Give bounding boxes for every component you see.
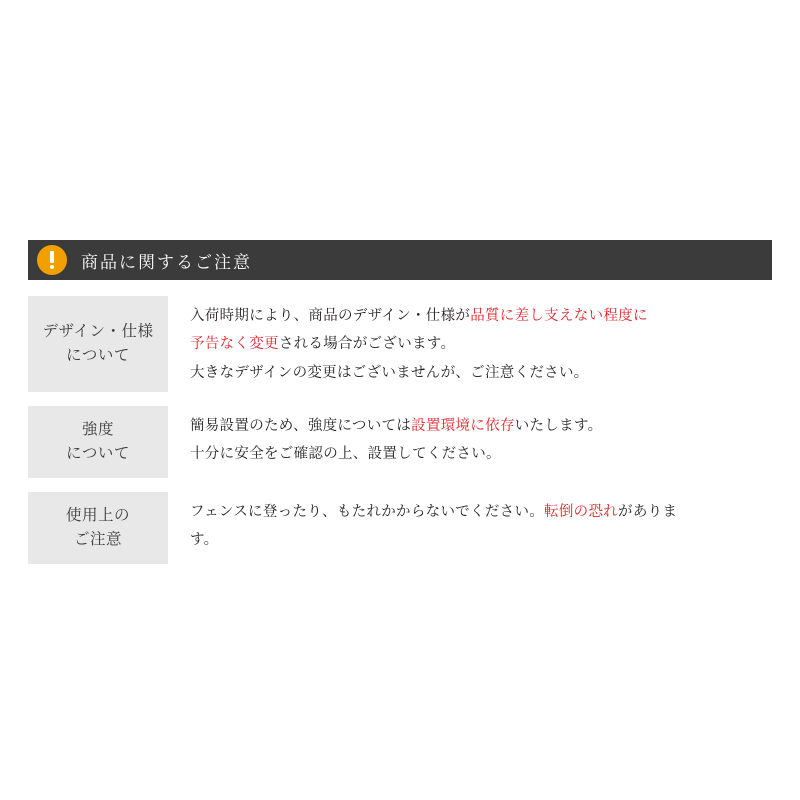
notice-row-body [168,406,772,469]
notice-row-label-line1: デザイン・仕様 [42,322,154,340]
body-text: される場合がございます。 [278,336,456,353]
notice-text-line [190,526,772,554]
notice-text-line [190,359,772,387]
notice-row [28,406,772,478]
notice-row-label [28,406,168,478]
notice-text-line [190,302,772,330]
notice-header [28,240,772,280]
highlighted-text: 転倒の恐れ [544,504,619,521]
notice-row [28,296,772,392]
notice-row-label-line2: について [66,347,130,364]
exclamation-icon [37,245,67,275]
body-text: フェンスに登ったり、もたれかからないでください。 [190,504,545,521]
notice-row-label-line1: 強度 [81,421,114,438]
highlighted-text: 予告なく変更 [190,336,279,353]
notice-row-label-line2: ご注意 [73,531,122,549]
notice-text-line [190,498,772,526]
body-text: 大きなデザインの変更はございませんが、ご注意ください。 [190,364,589,381]
highlighted-text: 設置環境に依存 [411,418,515,434]
body-text: 入荷時期により、商品のデザイン・仕様が [190,308,471,324]
exclamation-stem [50,251,54,263]
notice-text-line [190,330,772,358]
notice-header-title: 商品に関するご注意 [81,252,252,272]
notice-row-label [28,492,168,564]
notice-row-body [168,492,772,555]
notice-rows [28,296,772,578]
exclamation-dot [50,265,54,269]
body-text: がありま [618,504,678,521]
notice-row-body [168,296,772,387]
notice-text-line [190,440,772,468]
highlighted-text: 品質に差し支えない程度に [470,308,648,324]
notice-row-label-line1: 使用上の [65,507,130,525]
notice-text-line [190,412,772,440]
body-text: 簡易設置のため、強度については [190,418,412,434]
body-text: いたします。 [514,418,603,434]
body-text: す。 [190,532,219,549]
body-text: 十分に安全をご確認の上、設置してください。 [190,446,501,463]
notice-row [28,492,772,564]
notice-row-label-line2: について [66,445,130,463]
notice-row-label [28,296,168,392]
